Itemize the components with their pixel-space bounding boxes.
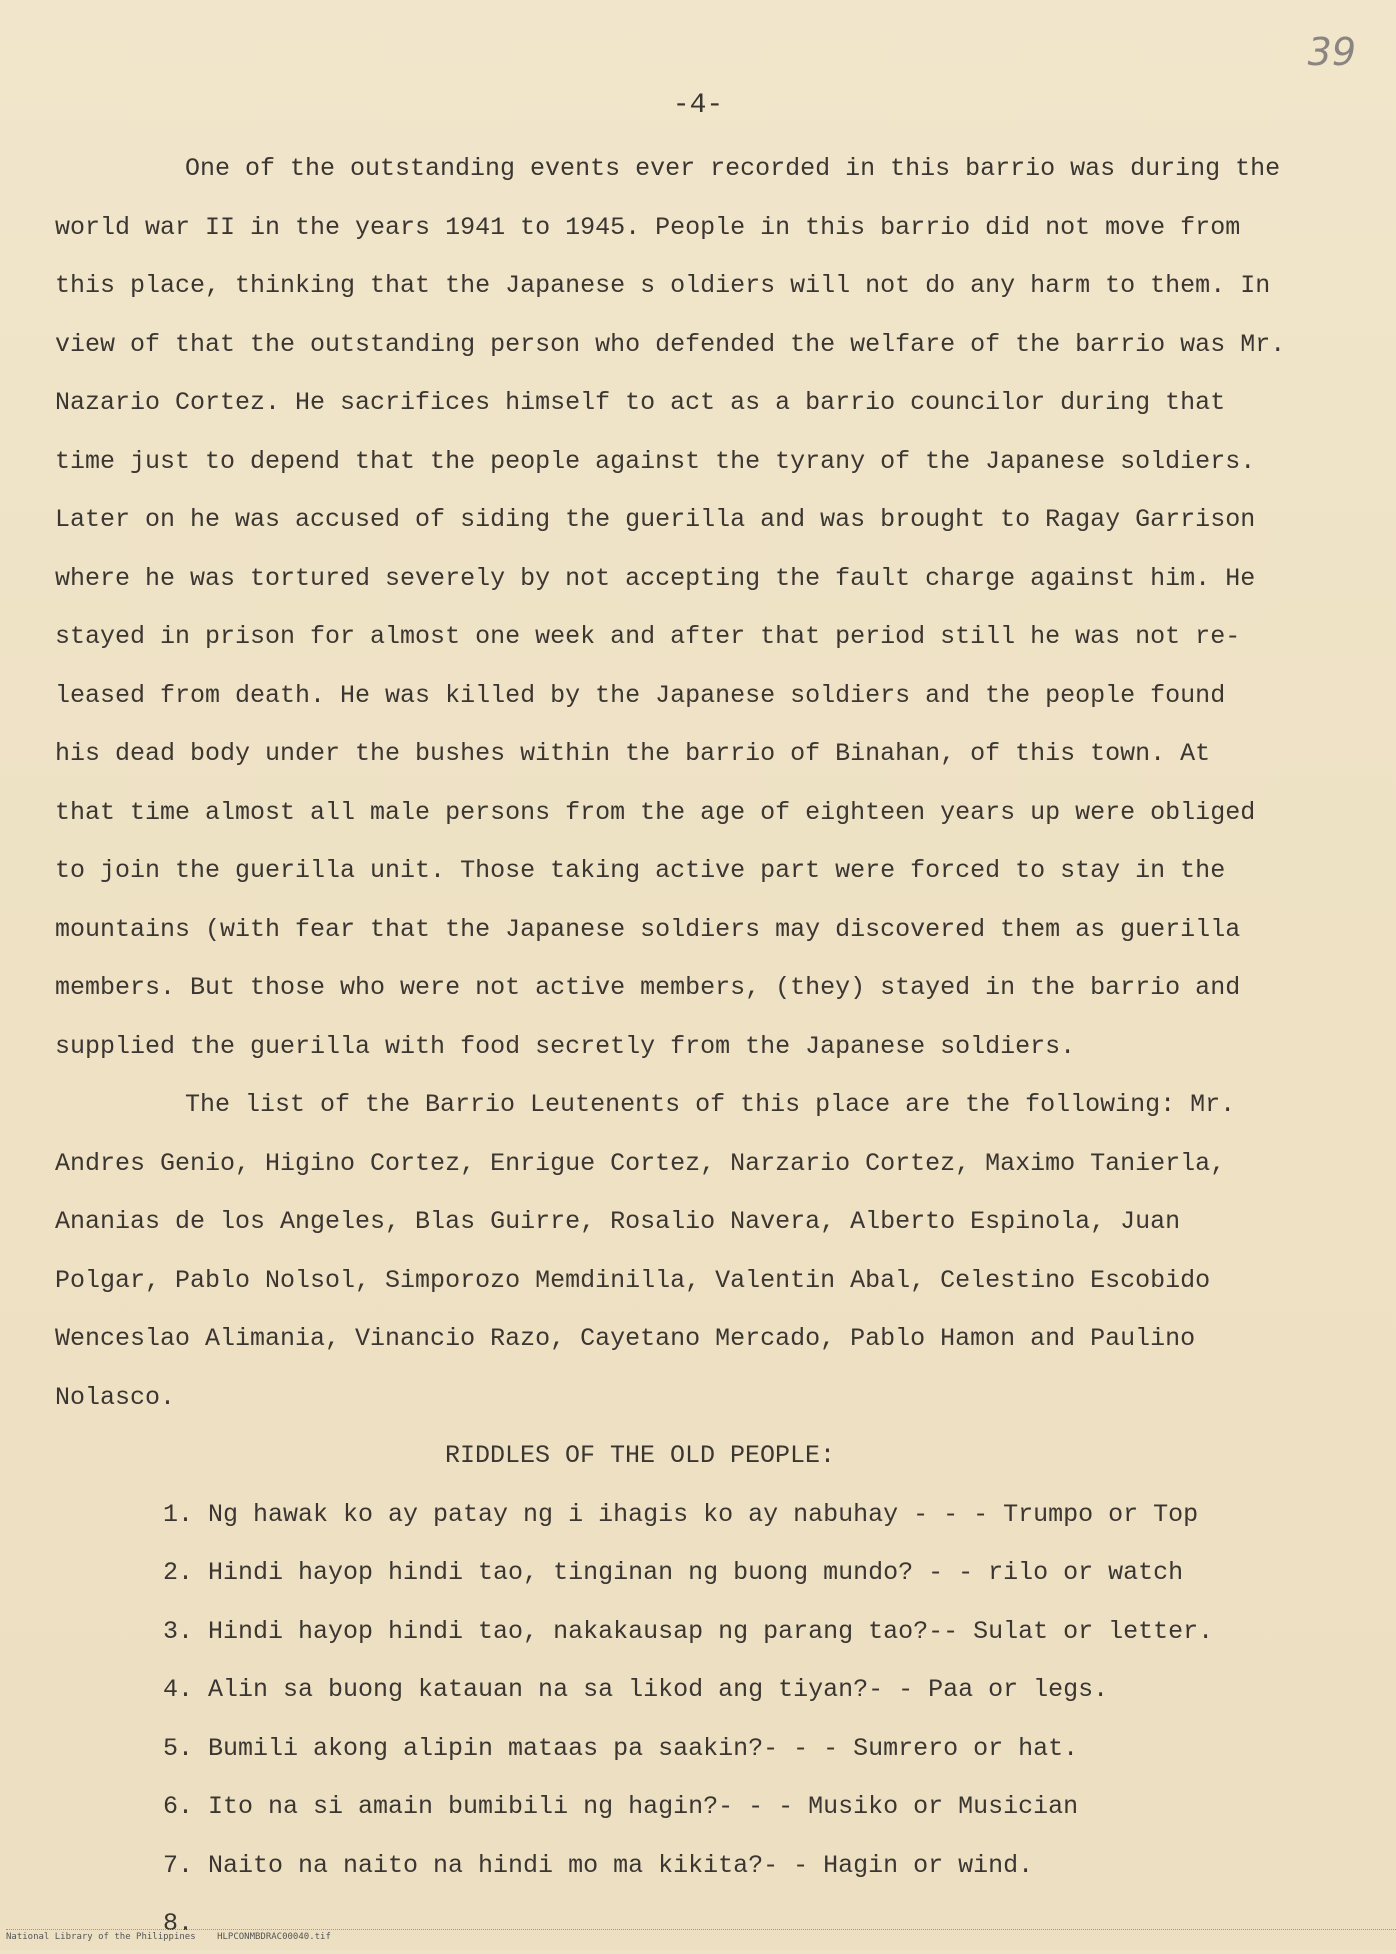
riddle-item: 3. Hindi hayop hindi tao, nakakausap ng parang tao?-- Sulat or letter. — [163, 1616, 1214, 1646]
footer-library: National Library of the Philippines — [6, 1932, 196, 1942]
document-body — [55, 140, 1355, 1954]
text-line: Andres Genio, Higino Cortez, Enrigue Cortez, Narzario Cortez, Maximo Tanierla, — [55, 1148, 1226, 1178]
text-line: that time almost all male persons from the age of eighteen years up were obliged — [55, 797, 1256, 827]
text-line: where he was tortured severely by not accepting the fault charge against him. He — [55, 563, 1256, 593]
riddle-item: 6. Ito na si amain bumibili ng hagin?- - - Musiko or Musician — [163, 1792, 1079, 1821]
paragraph-leutenents — [55, 1076, 1355, 1427]
text-line: Nolasco. — [55, 1382, 176, 1412]
riddle-item: 7. Naito na naito na hindi mo ma kikita?- - Hagin or wind. — [163, 1850, 1034, 1880]
text-line: supplied the guerilla with food secretly from the Japanese soldiers. — [55, 1031, 1076, 1061]
riddle-item: 5. Bumili akong alipin mataas pa saakin?- - - Sumrero or hat. — [163, 1733, 1079, 1763]
archive-page-number: 39 — [1307, 30, 1356, 74]
text-line: Later on he was accused of siding the guerilla and was brought to Ragay Garrison — [55, 505, 1256, 534]
text-line: stayed in prison for almost one week and after that period still he was not re- — [55, 622, 1241, 651]
riddles-section — [55, 1427, 1355, 1954]
text-line: Nazario Cortez. He sacrifices himself to act as a barrio councilor during that — [55, 388, 1226, 417]
text-line: his dead body under the bushes within the barrio of Binahan, of this town. At — [55, 739, 1211, 768]
text-line: Ananias de los Angeles, Blas Guirre, Rosalio Navera, Alberto Espinola, Juan — [55, 1207, 1181, 1236]
archive-footer — [6, 1929, 1396, 1942]
footer-filename: HLPCONMBDRAC00040.tif — [217, 1932, 331, 1942]
text-line: mountains (with fear that the Japanese soldiers may discovered them as guerilla — [55, 914, 1241, 944]
text-line: this place, thinking that the Japanese s oldiers will not do any harm to them. In — [55, 271, 1271, 300]
riddle-item: 2. Hindi hayop hindi tao, tinginan ng buong mundo? - - rilo or watch — [163, 1558, 1184, 1587]
text-line: leased from death. He was killed by the Japanese soldiers and the people found — [55, 680, 1226, 710]
text-line: Wenceslao Alimania, Vinancio Razo, Cayetano Mercado, Pablo Hamon and Paulino — [55, 1324, 1196, 1353]
riddle-item: 4. Alin sa buong katauan na sa likod ang tiyan?- - Paa or legs. — [163, 1675, 1109, 1704]
text-line: The list of the Barrio Leutenents of this place are the following: Mr. — [185, 1090, 1236, 1119]
text-line: One of the outstanding events ever recorded in this barrio was during the — [185, 154, 1281, 183]
riddle-item: 8. — [163, 1909, 194, 1938]
paragraph-events — [55, 140, 1355, 1076]
page-number: -4- — [672, 90, 724, 121]
riddles-title: RIDDLES OF THE OLD PEOPLE: — [445, 1441, 836, 1470]
text-line: to join the guerilla unit. Those taking active part were forced to stay in the — [55, 856, 1226, 885]
text-line: time just to depend that the people against the tyrany of the Japanese soldiers. — [55, 446, 1256, 476]
text-line: Polgar, Pablo Nolsol, Simporozo Memdinilla, Valentin Abal, Celestino Escobido — [55, 1265, 1211, 1295]
text-line: view of that the outstanding person who defended the welfare of the barrio was Mr. — [55, 329, 1286, 359]
text-line: world war II in the years 1941 to 1945. People in this barrio did not move from — [55, 212, 1241, 242]
text-line: members. But those who were not active members, (they) stayed in the barrio and — [55, 973, 1241, 1002]
riddle-item: 1. Ng hawak ko ay patay ng i ihagis ko ay nabuhay - - - Trumpo or Top — [163, 1499, 1199, 1529]
